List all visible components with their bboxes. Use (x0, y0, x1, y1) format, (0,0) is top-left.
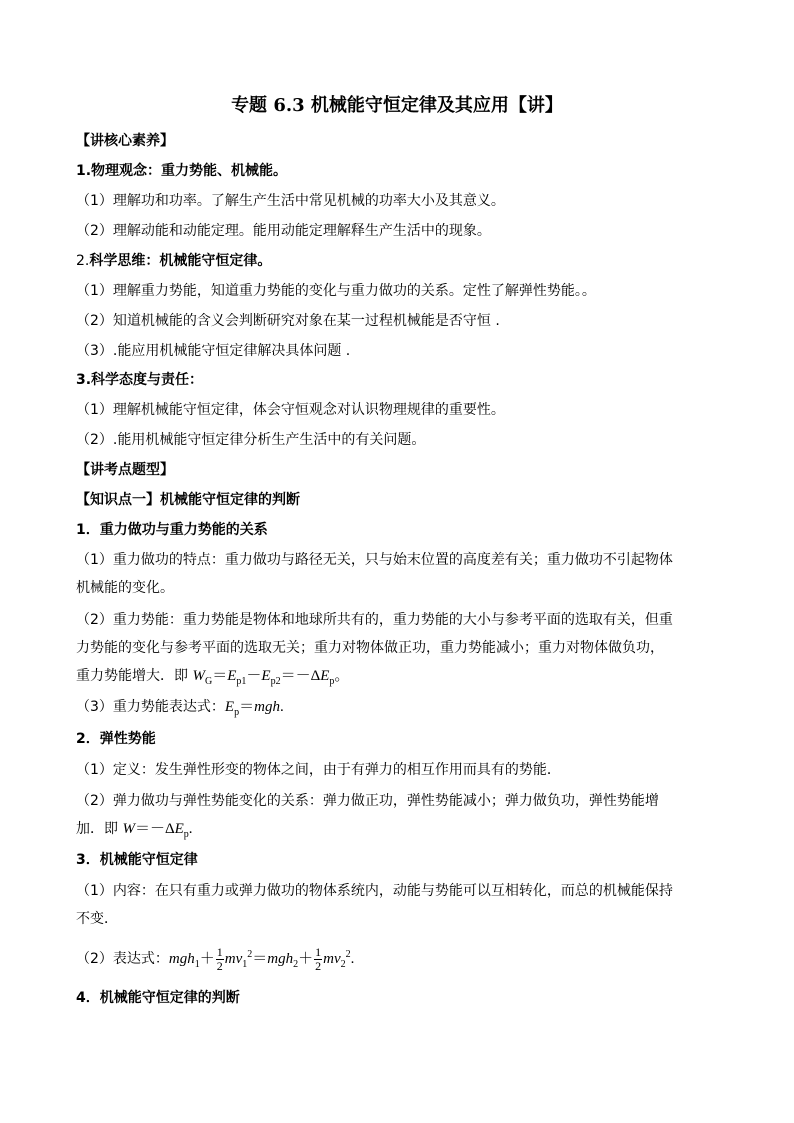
core-item-1-1: （1）理解功和功率。了解生产生活中常见机械的功率大小及其意义。 (76, 193, 505, 209)
section-topics: 【讲考点题型】 (76, 462, 174, 478)
core-item-3-2: （2）.能用机械能守恒定律分析生产生活中的有关问题。 (76, 432, 426, 448)
core-item-2-heading (76, 251, 726, 271)
para-conservation-content-line1: （1）内容：在只有重力或弹力做功的物体系统内，动能与势能可以互相转化，而总的机械能保持 (76, 883, 673, 899)
heading-elastic-pe: 2．弹性势能 (76, 731, 156, 747)
core-item-2-3: （3）.能应用机械能守恒定律解决具体问题 . (76, 343, 351, 359)
para-gravity-pe-expression-text: （3）重力势能表达式： (76, 699, 225, 715)
core-item-2-1: （1）理解重力势能，知道重力势能的变化与重力做功的关系。定性了解弹性势能。。 (76, 283, 596, 299)
core-item-2-2: （2）知道机械能的含义会判断研究对象在某一过程机械能是否守恒 . (76, 313, 500, 329)
para-gravity-work-feature-line1: （1）重力做功的特点：重力做功与路径无关，只与始末位置的高度差有关；重力做功不引起物体 (76, 552, 673, 568)
para-gravity-pe-expression (76, 697, 726, 717)
knowledge-point-1-heading: 【知识点一】机械能守恒定律的判断 (76, 492, 300, 508)
core-item-2-title: 科学思维：机械能守恒定律。 (89, 253, 272, 269)
para-gravity-pe-line3-text: 重力势能增大．即 (76, 668, 193, 684)
para-gravity-work-feature-line2: 机械能的变化。 (76, 580, 174, 596)
para-gravity-pe-line1: （2）重力势能：重力势能是物体和地球所共有的，重力势能的大小与参考平面的选取有关，但重 (76, 612, 673, 628)
core-item-2-number: 2. (76, 253, 90, 269)
para-gravity-pe-line2: 力势能的变化与参考平面的选取无关；重力对物体做正功，重力势能减小；重力对物体做负功， (76, 640, 664, 656)
formula-gravity-work: $W_G=E_{p1}-E_{p2}=-\Delta E_p$。 (192, 668, 350, 687)
para-elastic-definition: （1）定义：发生弹性形变的物体之间，由于有弹力的相互作用而具有的势能． (76, 762, 561, 778)
para-conservation-expression-text: （2）表达式： (76, 950, 169, 967)
para-conservation-expression (76, 946, 726, 973)
heading-gravity-work: 1．重力做功与重力势能的关系 (76, 522, 268, 538)
page-title: 专题 6.3 机械能守恒定律及其应用【讲】 (231, 95, 563, 116)
heading-conservation-law: 3．机械能守恒定律 (76, 852, 198, 868)
formula-elastic-work: $W=-\Delta E_p$. (122, 821, 193, 840)
heading-conservation-judgement: 4．机械能守恒定律的判断 (76, 990, 240, 1006)
para-elastic-work-line2-text: 加．即 (76, 821, 123, 837)
para-conservation-content-line2: 不变． (76, 911, 118, 927)
core-item-1-2: （2）理解动能和动能定理。能用动能定理解释生产生活中的现象。 (76, 223, 491, 239)
core-item-3-heading: 3.科学态度与责任： (76, 372, 204, 388)
formula-conservation: mgh$_1$＋ $\frac{1}{2}$ $mv_1^2=mgh_2+$ $\frac{1}{2}$ $mv_2^2$. (168, 945, 355, 973)
para-gravity-pe-line3 (76, 666, 726, 686)
formula-gravity-pe: $E_p=mgh$. (224, 699, 284, 718)
para-elastic-work-line1: （2）弹力做功与弹性势能变化的关系：弹力做正功，弹性势能减小；弹力做负功，弹性势能增 (76, 793, 659, 809)
para-elastic-work-line2 (76, 819, 726, 839)
section-core-literacy: 【讲核心素养】 (76, 133, 174, 149)
core-item-1-heading: 1.物理观念：重力势能、机械能。 (76, 163, 288, 179)
core-item-3-1: （1）理解机械能守恒定律，体会守恒观念对认识物理规律的重要性。 (76, 402, 505, 418)
